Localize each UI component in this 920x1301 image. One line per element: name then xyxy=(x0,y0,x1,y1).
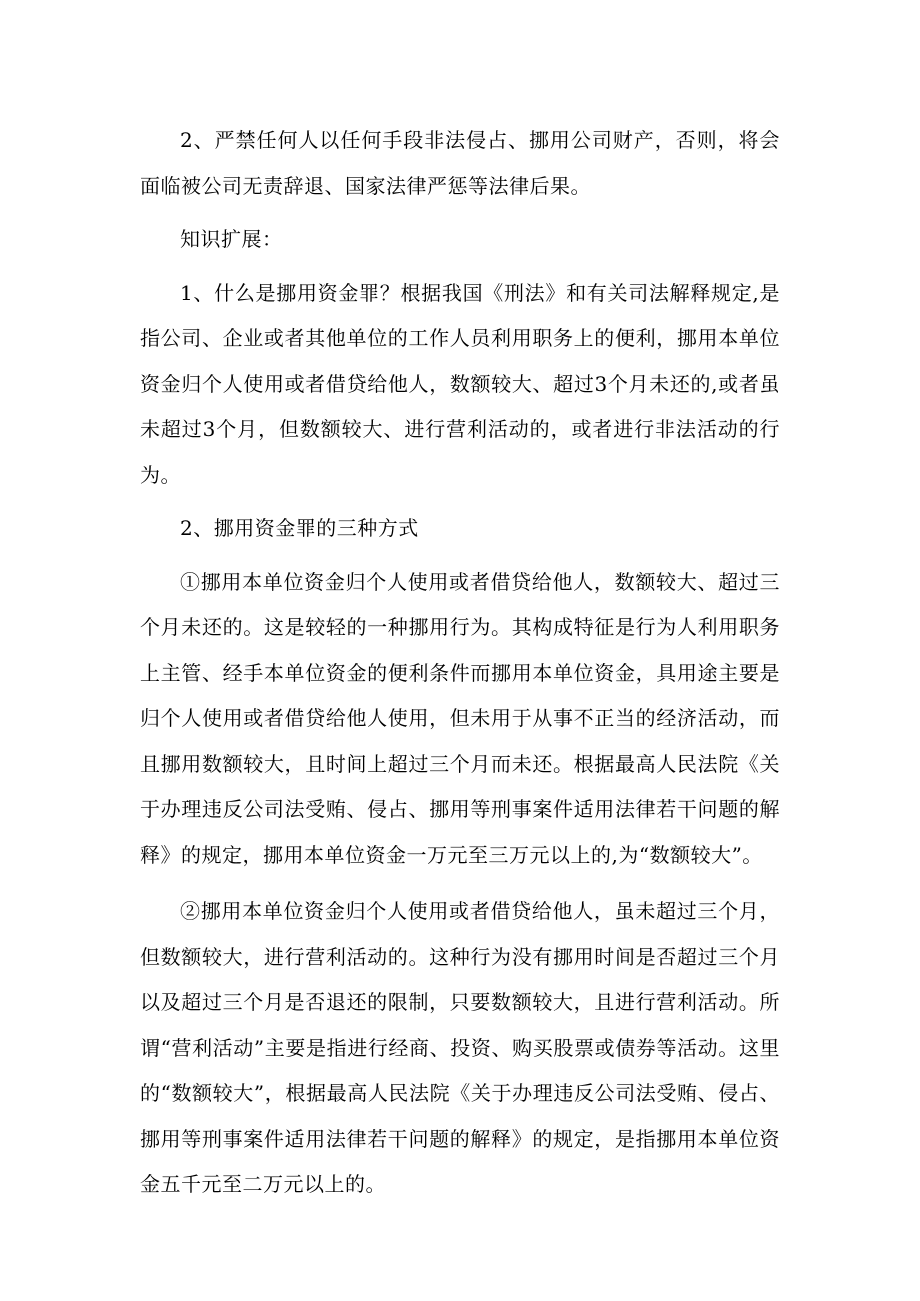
paragraph-definition: 1、什么是挪用资金罪？根据我国《刑法》和有关司法解释规定,是指公司、企业或者其他单位的工作人员利用职务上的便利，挪用本单位资金归个人使用或者借贷给他人，数额较大、超过3个月未还的,或者虽未超过3个月，但数额较大、进行营利活动的，或者进行非法活动的行为。 xyxy=(140,280,780,487)
paragraph-three-methods-heading: 2、挪用资金罪的三种方式 xyxy=(180,516,419,540)
paragraph-method-one: ①挪用本单位资金归个人使用或者借贷给他人，数额较大、超过三个月未还的。这是较轻的一种挪用行为。其构成特征是行为人利用职务上主管、经手本单位资金的便利条件而挪用本单位资金，具用途主要是归个人使用或者借贷给他人使用，但未用于从事不正当的经济活动，而且挪用数额较大，且时间上超过三个月而未还。根据最高人民法院《关于办理违反公司法受贿、侵占、挪用等刑事案件适用法律若干问题的解释》的规定，挪用本单位资金一万元至三万元以上的,为“数额较大”。 xyxy=(140,569,780,867)
paragraph-method-two: ②挪用本单位资金归个人使用或者借贷给他人，虽未超过三个月，但数额较大，进行营利活动的。这种行为没有挪用时间是否超过三个月以及超过三个月是否退还的限制，只要数额较大，且进行营利活动。所谓“营利活动”主要是指进行经商、投资、购买股票或债券等活动。这里的“数额较大”，根据最高人民法院《关于办理违反公司法受贿、侵占、挪用等刑事案件适用法律若干问题的解释》的规定，是指挪用本单位资金五千元至二万元以上的。 xyxy=(140,899,780,1196)
paragraph-penalty: 2、严禁任何人以任何手段非法侵占、挪用公司财产，否则，将会面临被公司无责辞退、国家法律严惩等法律后果。 xyxy=(140,128,780,198)
paragraph-knowledge-heading: 知识扩展： xyxy=(180,227,283,251)
document-body xyxy=(140,118,780,1208)
